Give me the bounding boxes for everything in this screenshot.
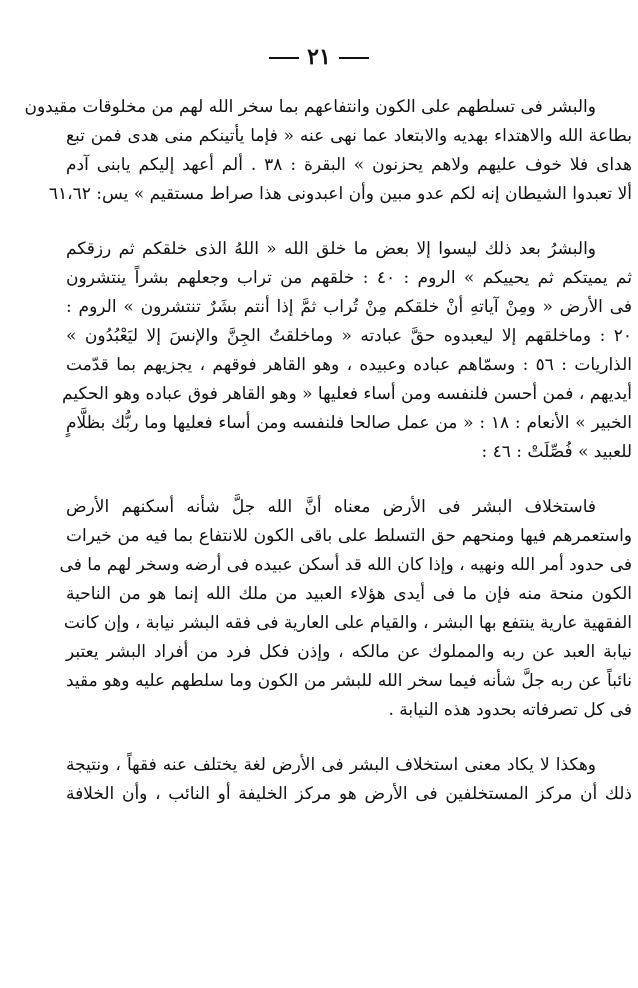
text-line: فى حدود أمر الله ونهيه ، وإذا كان الله قد أسكن عبيده فى أرضه وسخر لهم ما فى bbox=[59, 555, 632, 575]
text-line: ذلك أن مركز المستخلفين فى الأرض هو مركز الخليفة أو النائب ، وأن الخلافة bbox=[66, 784, 632, 804]
text-line: الكون منحة منه فإن ما فى أيدى هؤلاء العبيد من ملك الله إنما هو من الناحية bbox=[66, 584, 632, 604]
text-line: الذاريات : ٥٦ : وسمّاهم عباده وعبيده ، وهو القاهر فوقهم ، يجزيهم بما قدّمت bbox=[66, 355, 632, 375]
text-line: نيابة العبد عن ربه والمملوك عن مالكه ، وإذن فكل فرد من أفراد البشر يعتبر bbox=[66, 642, 632, 662]
text-line: بطاعة الله والاهتداء بهديه والابتعاد عما نهى عنه « فإما يأتينكم منى هدى فمن تبع bbox=[66, 126, 632, 146]
text-line: الفقهية عارية ينتفع بها البشر ، والقيام على العارية فى فقه البشر نيابة ، وإن كانت bbox=[63, 613, 632, 633]
text-line: فى الأرض « ومِنْ آياتهِ أنْ خلقكم مِنْ تُراب ثمَّ إذا أنتم بشَرٌ تنتشرون » الروم : bbox=[66, 297, 632, 317]
page-number: ٢١ bbox=[307, 44, 331, 70]
text-line: فاستخلاف البشر فى الأرض معناه أنَّ الله جلَّ شأنه أسكنهم الأرض bbox=[66, 497, 596, 517]
text-line: الخبير » الأنعام : ١٨ : « من عمل صالحا فلنفسه ومن أساء فعليها وما ربُّك بظلَّامٍ bbox=[66, 413, 632, 433]
page-number-header bbox=[0, 44, 638, 70]
text-line: والبشرُ بعد ذلك ليسوا إلا بعض ما خلق الله « اللهُ الذى خلقكم ثم رزقكم bbox=[66, 239, 596, 259]
text-line: هداى فلا خوف عليهم ولاهم يحزنون » البقرة : ٣٨ . ألم أعهد إليكم يابنى آدم bbox=[66, 155, 632, 175]
text-line: نائباً عن ربه جلَّ شأنه فيما سخر الله للبشر من الكون وما سلطهم عليه وهو مقيد bbox=[66, 671, 632, 691]
text-line: ثم يميتكم ثم يحييكم » الروم : ٤٠ : خلقهم من تراب وجعلهم بشراً ينتشرون bbox=[66, 268, 632, 288]
text-line: واستعمرهم فيها ومنحهم حق التسلط على باقى الكون للانتفاع بما فيه من خيرات bbox=[66, 526, 632, 546]
text-line: ألا تعبدوا الشيطان إنه لكم عدو مبين وأن اعبدونى هذا صراط مستقيم » يس: ٦١،٦٢ bbox=[48, 184, 632, 204]
right-dash bbox=[269, 57, 299, 59]
text-line: ٢٠ : وماخلقهم إلا ليعبدوه حقَّ عبادته « وماخلقتُ الجِنَّ والإنسَ إلا ليَعْبُدُون » bbox=[66, 326, 632, 346]
text-line: والبشر فى تسلطهم على الكون وانتفاعهم بما سخر الله لهم من مخلوقات مقيدون bbox=[24, 97, 596, 117]
text-line: أيديهم ، فمن أحسن فلنفسه ومن أساء فعليها « وهو القاهر فوق عباده وهو الحكيم bbox=[62, 384, 632, 404]
text-line: وهكذا لا يكاد معنى استخلاف البشر فى الأرض لغة يختلف عنه فقهاً ، ونتيجة bbox=[66, 755, 596, 775]
left-dash bbox=[339, 57, 369, 59]
text-line: فى كل تصرفاته بحدود هذه النيابة . bbox=[388, 700, 632, 720]
text-line: للعبيد » فُصِّلَتْ : ٤٦ : bbox=[481, 442, 632, 462]
